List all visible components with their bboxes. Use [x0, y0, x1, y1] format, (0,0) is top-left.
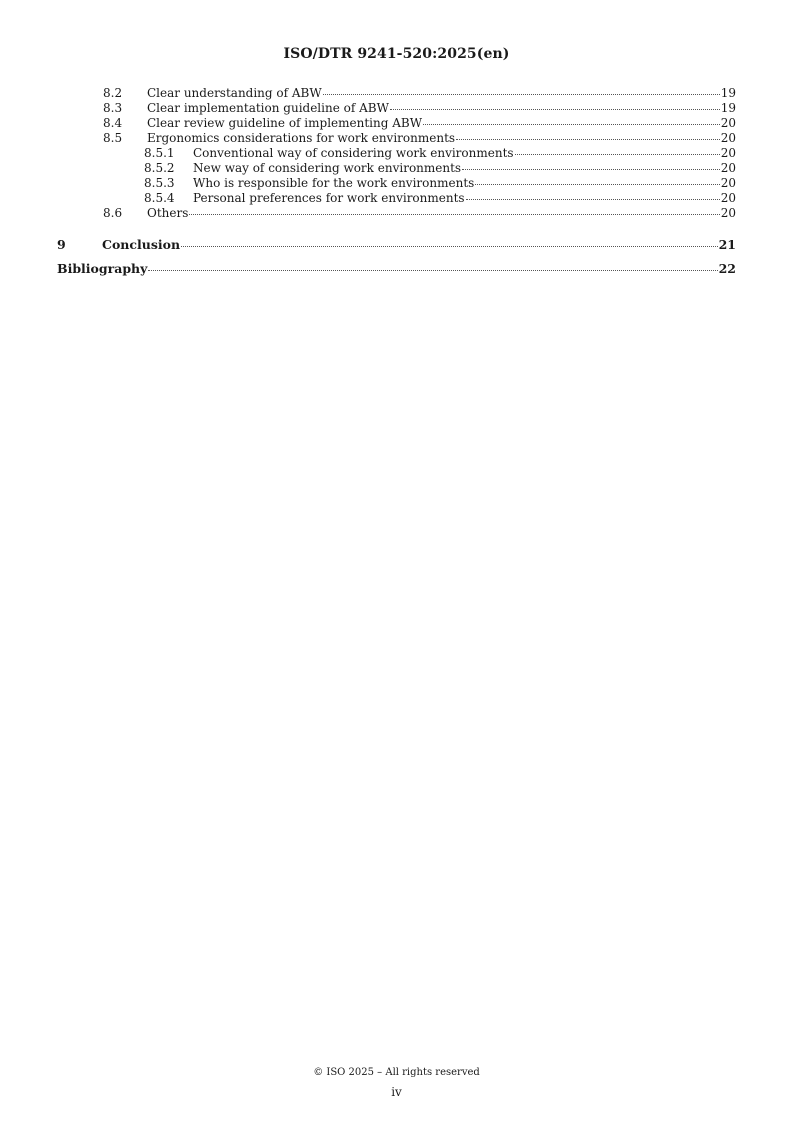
toc-chapter-entry[interactable]: [57, 262, 736, 276]
page-number: iv: [391, 1085, 402, 1099]
toc-entry[interactable]: [103, 101, 736, 115]
toc-leader-dots: [181, 246, 718, 247]
toc-entry-page: 20: [720, 206, 736, 220]
toc-entry-title: Personal preferences for work environments: [193, 191, 465, 205]
toc-subentry[interactable]: [144, 146, 736, 160]
toc-leader-dots: [462, 169, 720, 170]
toc-entry-page: 22: [718, 261, 736, 276]
toc-entry-page: 20: [720, 131, 736, 145]
toc-entry-number: 8.6: [103, 206, 123, 220]
toc-entry-number: 8.3: [103, 101, 123, 115]
toc-entry-number: 8.2: [103, 86, 123, 100]
document-header-title: ISO/DTR 9241-520:2025(en): [283, 46, 510, 62]
toc-entry-page: 21: [718, 237, 736, 252]
toc-entry-number: 8.5.1: [144, 146, 175, 160]
toc-leader-dots: [475, 184, 719, 185]
toc-entry[interactable]: [103, 116, 736, 130]
toc-entry-page: 20: [720, 191, 736, 205]
toc-leader-dots: [423, 124, 720, 125]
toc-chapter-entry[interactable]: [57, 238, 736, 252]
toc-entry-title: Who is responsible for the work environments: [193, 176, 475, 190]
toc-leader-dots: [148, 270, 717, 271]
toc-entry-page: 20: [720, 146, 736, 160]
toc-entry-title: Others: [147, 206, 189, 220]
toc-entry[interactable]: [103, 131, 736, 145]
toc-entry-number: 8.5: [103, 131, 123, 145]
toc-entry-title: Clear implementation guideline of ABW: [147, 101, 389, 115]
toc-entry-page: 20: [720, 161, 736, 175]
toc-entry-title: Conclusion: [102, 237, 181, 252]
copyright-notice: © ISO 2025 – All rights reserved: [313, 1067, 480, 1078]
toc-leader-dots: [323, 94, 720, 95]
toc-subentry[interactable]: [144, 161, 736, 175]
toc-entry[interactable]: [103, 86, 736, 100]
toc-leader-dots: [515, 154, 720, 155]
toc-entry-page: 20: [720, 176, 736, 190]
toc-subentry[interactable]: [144, 176, 736, 190]
toc-entry-number: 8.5.3: [144, 176, 175, 190]
toc-leader-dots: [466, 199, 720, 200]
toc-entry-page: 19: [720, 86, 736, 100]
toc-entry[interactable]: [103, 206, 736, 220]
toc-entry-title: Conventional way of considering work environments: [193, 146, 514, 160]
toc-entry-number: 8.5.4: [144, 191, 175, 205]
toc-leader-dots: [456, 139, 720, 140]
toc-entry-title: Clear review guideline of implementing ABW: [147, 116, 423, 130]
toc-leader-dots: [189, 214, 719, 215]
toc-entry-number: 8.4: [103, 116, 123, 130]
toc-entry-number: 9: [57, 237, 66, 252]
toc-entry-title: Bibliography: [57, 261, 148, 276]
toc-entry-title: Ergonomics considerations for work environments: [147, 131, 456, 145]
toc-leader-dots: [390, 109, 720, 110]
toc-entry-title: New way of considering work environments: [193, 161, 462, 175]
toc-entry-title: Clear understanding of ABW: [147, 86, 322, 100]
toc-entry-page: 19: [720, 101, 736, 115]
toc-entry-page: 20: [720, 116, 736, 130]
toc-entry-number: 8.5.2: [144, 161, 175, 175]
toc-subentry[interactable]: [144, 191, 736, 205]
